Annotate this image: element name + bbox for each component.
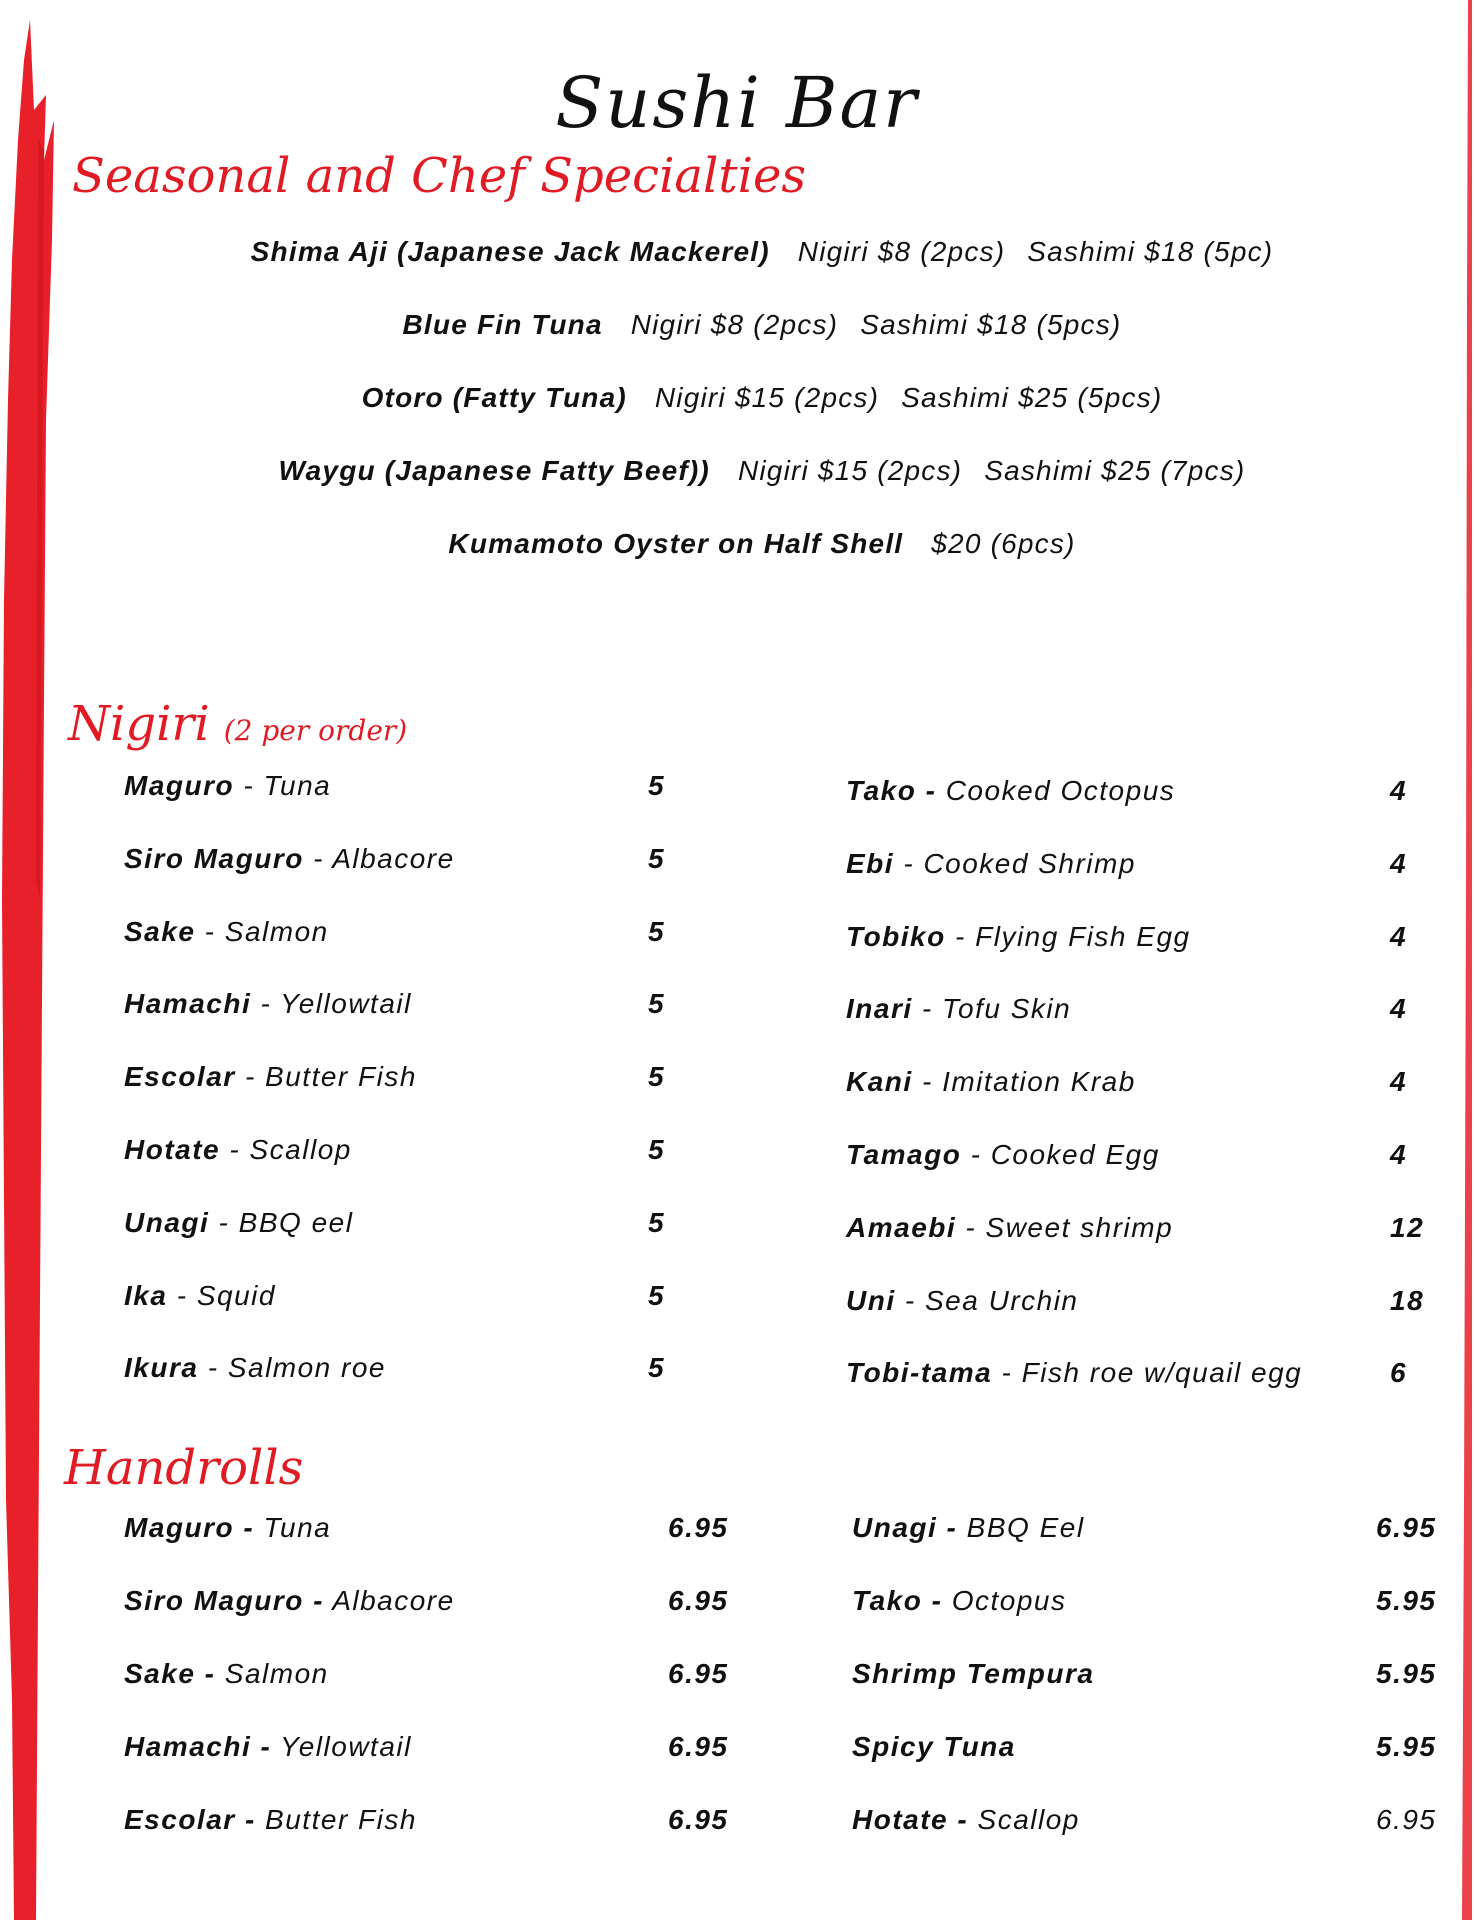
nigiri-left-item-price: 5 — [648, 1207, 666, 1238]
nigiri-left-item-name: Escolar — [124, 1061, 236, 1092]
nigiri-right-item-price: 4 — [1390, 921, 1408, 952]
handroll-right-item — [852, 1804, 1080, 1836]
specialty-sashimi-price: Sashimi $25 (7pcs) — [984, 455, 1246, 486]
nigiri-left-item-name: Siro Maguro — [124, 843, 304, 874]
specialty-row — [0, 455, 1474, 487]
nigiri-right-item-name: Kani — [846, 1066, 913, 1097]
handroll-right-item-name: Hotate - — [852, 1804, 969, 1835]
handroll-left-item-price: 6.95 — [668, 1658, 729, 1689]
nigiri-right-item-price: 4 — [1390, 848, 1408, 879]
nigiri-left-item-price: 5 — [648, 1352, 666, 1383]
nigiri-right-item-price: 6 — [1390, 1357, 1408, 1388]
nigiri-left-item-desc: - Salmon roe — [198, 1352, 387, 1383]
nigiri-left-item-desc: - Tuna — [234, 770, 332, 801]
red-brush-stroke-left — [0, 0, 70, 1920]
specialty-nigiri-price: Nigiri $8 (2pcs) — [797, 236, 1006, 267]
nigiri-left-item — [124, 1352, 386, 1384]
handroll-right-item-name: Spicy Tuna — [852, 1731, 1016, 1762]
specialty-sashimi-price: Sashimi $18 (5pcs) — [860, 309, 1122, 340]
nigiri-right-item-name: Tako - — [846, 775, 937, 806]
specialty-row — [0, 236, 1474, 268]
nigiri-right-item-name: Uni — [846, 1285, 896, 1316]
nigiri-left-item-price: 5 — [648, 1061, 666, 1092]
handroll-left-item-price: 6.95 — [668, 1804, 729, 1835]
nigiri-right-item-desc: Cooked Octopus — [936, 775, 1176, 806]
nigiri-left-item-name: Unagi — [124, 1207, 210, 1238]
nigiri-right-item — [846, 921, 1191, 953]
specialty-nigiri-price: Nigiri $15 (2pcs) — [737, 455, 963, 486]
handroll-right-item — [852, 1512, 1085, 1544]
nigiri-right-item — [846, 993, 1071, 1025]
nigiri-right-item-desc: - Sea Urchin — [895, 1285, 1079, 1316]
handroll-right-item-name: Tako - — [852, 1585, 943, 1616]
nigiri-left-item-desc: - BBQ eel — [209, 1207, 354, 1238]
nigiri-left-item — [124, 1061, 417, 1093]
nigiri-right-item-price: 18 — [1390, 1285, 1425, 1316]
red-brush-stroke-right — [1452, 0, 1474, 1920]
nigiri-left-item-price: 5 — [648, 1280, 666, 1311]
nigiri-left-item-price: 5 — [648, 843, 666, 874]
handroll-left-item-desc: Tuna — [254, 1512, 332, 1543]
nigiri-right-item-desc: - Imitation Krab — [912, 1066, 1136, 1097]
page-title: Sushi Bar — [555, 62, 919, 144]
nigiri-right-item — [846, 1139, 1160, 1171]
handrolls-heading: Handrolls — [64, 1440, 304, 1496]
handroll-right-item-desc: Scallop — [968, 1804, 1080, 1835]
nigiri-right-item-price: 4 — [1390, 993, 1408, 1024]
nigiri-right-item — [846, 775, 1175, 807]
handroll-left-item-desc: Butter Fish — [255, 1804, 417, 1835]
nigiri-left-item-desc: - Butter Fish — [235, 1061, 417, 1092]
nigiri-right-item-price: 4 — [1390, 775, 1408, 806]
nigiri-left-item — [124, 988, 412, 1020]
handroll-left-item — [124, 1585, 455, 1617]
nigiri-left-item-name: Hamachi — [124, 988, 252, 1019]
nigiri-right-item-desc: - Tofu Skin — [912, 993, 1072, 1024]
specialty-name: Otoro (Fatty Tuna) — [361, 382, 627, 413]
nigiri-left-item-price: 5 — [648, 770, 666, 801]
handroll-left-item-price: 6.95 — [668, 1512, 729, 1543]
nigiri-right-item-name: Tobiko — [846, 921, 946, 952]
nigiri-right-item — [846, 1066, 1136, 1098]
handroll-right-item — [852, 1731, 1016, 1763]
handroll-left-item-name: Escolar - — [124, 1804, 256, 1835]
nigiri-left-item-name: Maguro — [124, 770, 235, 801]
handroll-left-item-price: 6.95 — [668, 1731, 729, 1762]
handroll-left-item-desc: Albacore — [323, 1585, 455, 1616]
nigiri-left-item-desc: - Salmon — [195, 916, 329, 947]
handroll-left-item-name: Hamachi - — [124, 1731, 272, 1762]
nigiri-left-item-price: 5 — [648, 988, 666, 1019]
handroll-right-item-price: 5.95 — [1376, 1731, 1437, 1762]
handroll-right-item-price: 6.95 — [1376, 1804, 1437, 1835]
nigiri-left-item-price: 5 — [648, 1134, 666, 1165]
handroll-right-item-name: Shrimp Tempura — [852, 1658, 1095, 1689]
nigiri-left-item-desc: - Albacore — [303, 843, 455, 874]
nigiri-left-item-desc: - Squid — [167, 1280, 276, 1311]
nigiri-left-item-name: Ikura — [124, 1352, 199, 1383]
handroll-left-item — [124, 1731, 412, 1763]
handroll-left-item-name: Siro Maguro - — [124, 1585, 324, 1616]
nigiri-left-item — [124, 1207, 353, 1239]
handroll-left-item-name: Maguro - — [124, 1512, 255, 1543]
specialty-name: Blue Fin Tuna — [402, 309, 603, 340]
specialty-row — [0, 382, 1474, 414]
handroll-right-item-price: 5.95 — [1376, 1585, 1437, 1616]
nigiri-left-item-desc: - Scallop — [220, 1134, 352, 1165]
handroll-right-item — [852, 1658, 1094, 1690]
nigiri-right-item — [846, 848, 1136, 880]
handroll-left-item — [124, 1512, 331, 1544]
handroll-right-item-name: Unagi - — [852, 1512, 958, 1543]
nigiri-right-item-desc: - Flying Fish Egg — [945, 921, 1191, 952]
handroll-right-item-desc: Octopus — [942, 1585, 1067, 1616]
nigiri-right-item-desc: - Sweet shrimp — [956, 1212, 1174, 1243]
handroll-right-item — [852, 1585, 1066, 1617]
nigiri-left-item — [124, 770, 331, 802]
nigiri-right-item-price: 4 — [1390, 1139, 1408, 1170]
handroll-left-item — [124, 1658, 329, 1690]
nigiri-left-item-price: 5 — [648, 916, 666, 947]
nigiri-right-item-name: Tobi-tama — [846, 1357, 993, 1388]
nigiri-right-item — [846, 1285, 1079, 1317]
handroll-left-item-name: Sake - — [124, 1658, 216, 1689]
nigiri-left-item — [124, 843, 455, 875]
nigiri-left-item — [124, 1134, 352, 1166]
nigiri-right-item-name: Ebi — [846, 848, 895, 879]
specialty-sashimi-price: Sashimi $25 (5pcs) — [901, 382, 1163, 413]
handroll-right-item-price: 5.95 — [1376, 1658, 1437, 1689]
handroll-right-item-price: 6.95 — [1376, 1512, 1437, 1543]
handroll-left-item-price: 6.95 — [668, 1585, 729, 1616]
specialty-name: Waygu (Japanese Fatty Beef)) — [278, 455, 710, 486]
handroll-left-item — [124, 1804, 417, 1836]
specialty-row — [0, 528, 1474, 560]
nigiri-heading-title: Nigiri — [68, 696, 210, 752]
nigiri-right-item — [846, 1212, 1173, 1244]
nigiri-left-item-name: Hotate — [124, 1134, 221, 1165]
nigiri-left-item-name: Sake — [124, 916, 196, 947]
nigiri-right-item-price: 4 — [1390, 1066, 1408, 1097]
handroll-right-item-desc: BBQ Eel — [957, 1512, 1085, 1543]
specialty-name: Kumamoto Oyster on Half Shell — [448, 528, 904, 559]
nigiri-right-item-desc: - Cooked Egg — [961, 1139, 1160, 1170]
specialties-heading: Seasonal and Chef Specialties — [72, 148, 807, 204]
nigiri-heading — [68, 696, 407, 752]
specialty-nigiri-price: Nigiri $15 (2pcs) — [654, 382, 880, 413]
nigiri-right-item — [846, 1357, 1302, 1389]
nigiri-right-item-desc: - Cooked Shrimp — [894, 848, 1136, 879]
handroll-left-item-desc: Salmon — [215, 1658, 329, 1689]
nigiri-right-item-name: Tamago — [846, 1139, 962, 1170]
handroll-left-item-desc: Yellowtail — [271, 1731, 412, 1762]
nigiri-left-item — [124, 1280, 276, 1312]
nigiri-left-item — [124, 916, 329, 948]
specialty-nigiri-price: $20 (6pcs) — [931, 528, 1076, 559]
specialty-sashimi-price: Sashimi $18 (5pc) — [1027, 236, 1274, 267]
specialty-name: Shima Aji (Japanese Jack Mackerel) — [250, 236, 770, 267]
nigiri-right-item-desc: - Fish roe w/quail egg — [992, 1357, 1303, 1388]
nigiri-left-item-name: Ika — [124, 1280, 168, 1311]
nigiri-right-item-name: Amaebi — [846, 1212, 957, 1243]
specialty-row — [0, 309, 1474, 341]
nigiri-right-item-price: 12 — [1390, 1212, 1425, 1243]
nigiri-left-item-desc: - Yellowtail — [251, 988, 412, 1019]
nigiri-right-item-name: Inari — [846, 993, 913, 1024]
nigiri-heading-note: (2 per order) — [223, 714, 408, 747]
specialty-nigiri-price: Nigiri $8 (2pcs) — [630, 309, 839, 340]
